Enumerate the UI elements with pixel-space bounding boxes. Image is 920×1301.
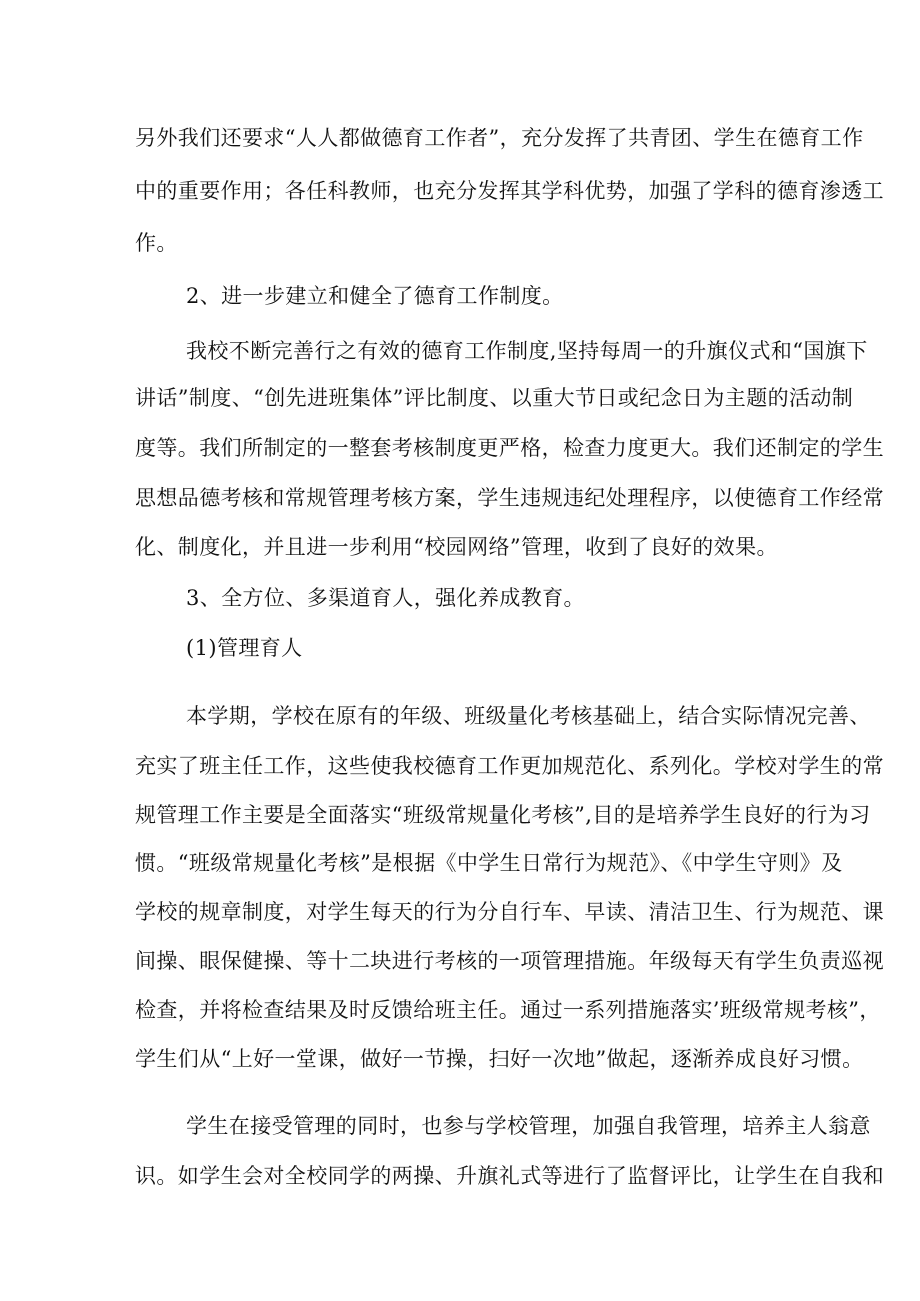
paragraph-2-line-1: 我校不断完善行之有效的德育工作制度,坚持每周一的升旗仪式和“国旗下 — [186, 339, 868, 363]
paragraph-3-line-7: 检查，并将检查结果及时反馈给班主任。通过一系列措施落实’班级常规考核”， — [135, 998, 881, 1022]
paragraph-2-line-3: 度等。我们所制定的一整套考核制度更严格，检查力度更大。我们还制定的学生 — [135, 436, 884, 460]
paragraph-3-line-4: 惯。“班级常规量化考核”是根据《中学生日常行为规范》、《中学生守则》及 — [135, 851, 843, 875]
paragraph-1-line-1: 另外我们还要求“人人都做德育工作者”，充分发挥了共青团、学生在德育工作 — [135, 126, 864, 150]
paragraph-3-line-3: 规管理工作主要是全面落实“班级常规量化考核”,目的是培养学生良好的行为习 — [135, 803, 871, 827]
section-heading-3: 3、全方位、多渠道育人，强化养成教育。 — [186, 586, 585, 610]
paragraph-2-line-2: 讲话”制度、“创先进班集体”评比制度、以重大节日或纪念日为主题的活动制 — [135, 386, 854, 410]
paragraph-3-line-8: 学生们从“上好一堂课，做好一节操，扫好一次地”做起，逐渐养成良好习惯。 — [135, 1047, 864, 1071]
paragraph-3-line-5: 学校的规章制度，对学生每天的行为分自行车、早读、清洁卫生、行为规范、课 — [135, 900, 884, 924]
paragraph-4-line-2: 识。如学生会对全校同学的两操、升旗礼式等进行了监督评比，让学生在自我和 — [135, 1164, 884, 1188]
section-heading-2: 2、进一步建立和健全了德育工作制度。 — [186, 284, 564, 308]
paragraph-1-line-2: 中的重要作用；各任科教师，也充分发挥其学科优势，加强了学科的德育渗透工 — [135, 179, 884, 203]
paragraph-3-line-6: 间操、眼保健操、等十二块进行考核的一项管理措施。年级每天有学生负责巡视 — [135, 949, 884, 973]
paragraph-3-line-1: 本学期，学校在原有的年级、班级量化考核基础上，结合实际情况完善、 — [186, 704, 871, 728]
paragraph-3-line-2: 充实了班主任工作，这些使我校德育工作更加规范化、系列化。学校对学生的常 — [135, 754, 884, 778]
paragraph-2-line-5: 化、制度化，并且进一步利用“校园网络”管理，收到了良好的效果。 — [135, 535, 778, 559]
paragraph-2-line-4: 思想品德考核和常规管理考核方案，学生违规违纪处理程序，以使德育工作经常 — [135, 486, 884, 510]
paragraph-1-line-3: 作。 — [135, 231, 178, 255]
subheading-management: (1)管理育人 — [186, 636, 303, 660]
paragraph-4-line-1: 学生在接受管理的同时，也参与学校管理，加强自我管理，培养主人翁意 — [186, 1114, 871, 1138]
